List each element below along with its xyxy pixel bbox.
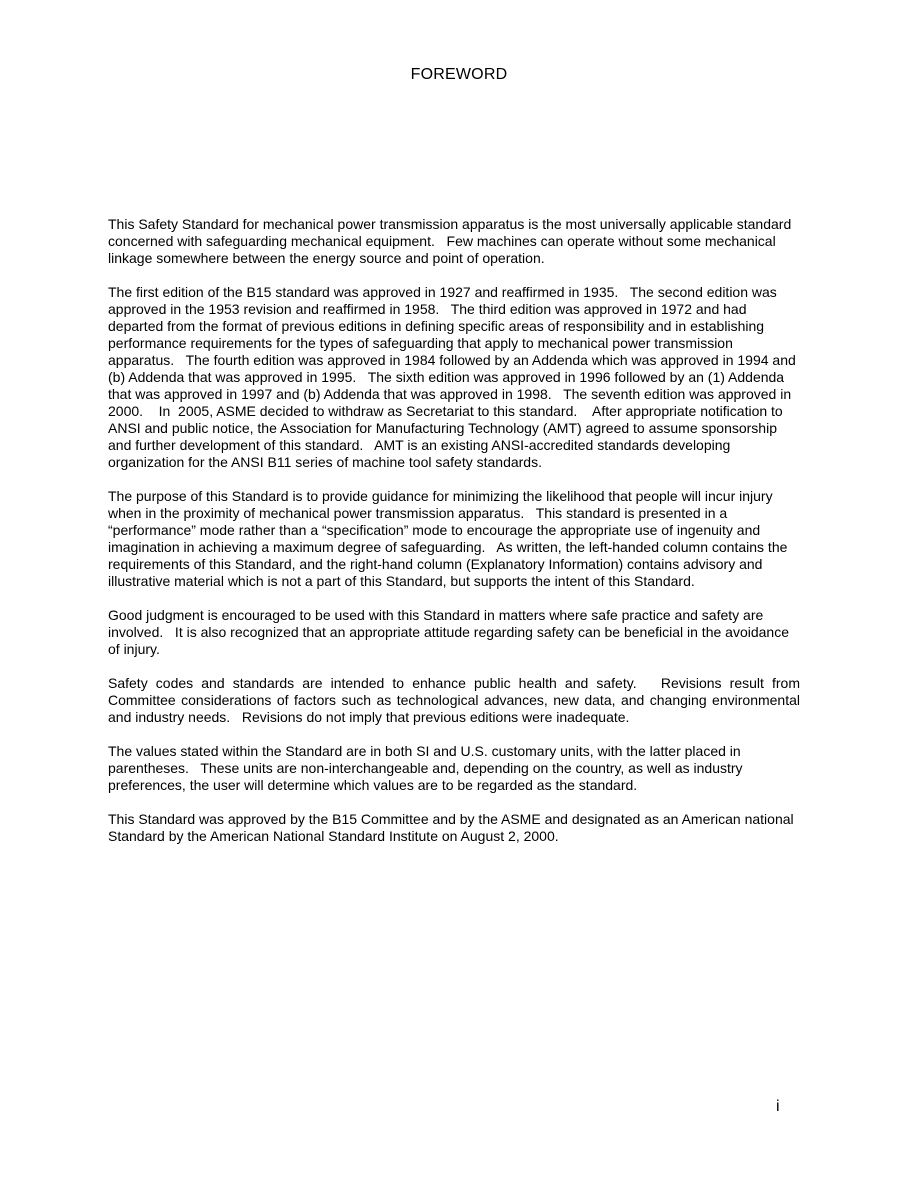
page-title: FOREWORD: [410, 66, 508, 83]
paragraph-scope: This Safety Standard for mechanical power transmission apparatus is the most universally applicable standard concerned with safeguarding mechanical equipment. Few machines can operate without some mechanical linkage somewhere between the energy source and point of operation.: [108, 216, 796, 266]
paragraph-revisions: Safety codes and standards are intended to enhance public health and safety. Revisions result from Committee considerations of factors such as technological advances, new data, and changing environmental and industry needs. Revisions do not imply that previous editions were inadequate.: [108, 675, 804, 725]
paragraph-purpose: The purpose of this Standard is to provide guidance for minimizing the likelihood that people will incur injury when in the proximity of mechanical power transmission apparatus. This standard is presented in a “performance” mode rather than a “specification” mode to encourage the appropriate use of ingenuity and imagination in achieving a maximum degree of safeguarding. As written, the left-handed column contains the requirements of this Standard, and the right-hand column (Explanatory Information) contains advisory and illustrative material which is not a part of this Standard, but supports the intent of this Standard.: [108, 488, 792, 589]
page-number: i: [776, 1098, 780, 1115]
foreword-body: [108, 216, 804, 862]
paragraph-units: The values stated within the Standard are in both SI and U.S. customary units, with the latter placed in parentheses. These units are non-interchangeable and, depending on the country, as well as industry preferences, the user will determine which values are to be regarded as the standard.: [108, 743, 747, 793]
paragraph-history: The first edition of the B15 standard was approved in 1927 and reaffirmed in 1935. The second edition was approved in the 1953 revision and reaffirmed in 1958. The third edition was approved in 1972 and had departed from the format of previous editions in defining specific areas of responsibility and in establishing performance requirements for the types of safeguarding that apply to mechanical power transmission apparatus. The fourth edition was approved in 1984 followed by an Addenda which was approved in 1994 and (b) Addenda that was approved in 1995. The sixth edition was approved in 1996 followed by an (1) Addenda that was approved in 1997 and (b) Addenda that was approved in 1998. The seventh edition was approved in 2000. In 2005, ASME decided to withdraw as Secretariat to this standard. After appropriate notification to ANSI and public notice, the Association for Manufacturing Technology (AMT) agreed to assume sponsorship and further development of this standard. AMT is an existing ANSI-accredited standards developing organization for the ANSI B11 series of machine tool safety standards.: [108, 284, 800, 470]
paragraph-approval: This Standard was approved by the B15 Committee and by the ASME and designated as an American national Standard by the American National Standard Institute on August 2, 2000.: [108, 811, 798, 844]
paragraph-judgment: Good judgment is encouraged to be used with this Standard in matters where safe practice and safety are involved. It is also recognized that an appropriate attitude regarding safety can be beneficial in the avoidance of injury.: [108, 607, 793, 657]
